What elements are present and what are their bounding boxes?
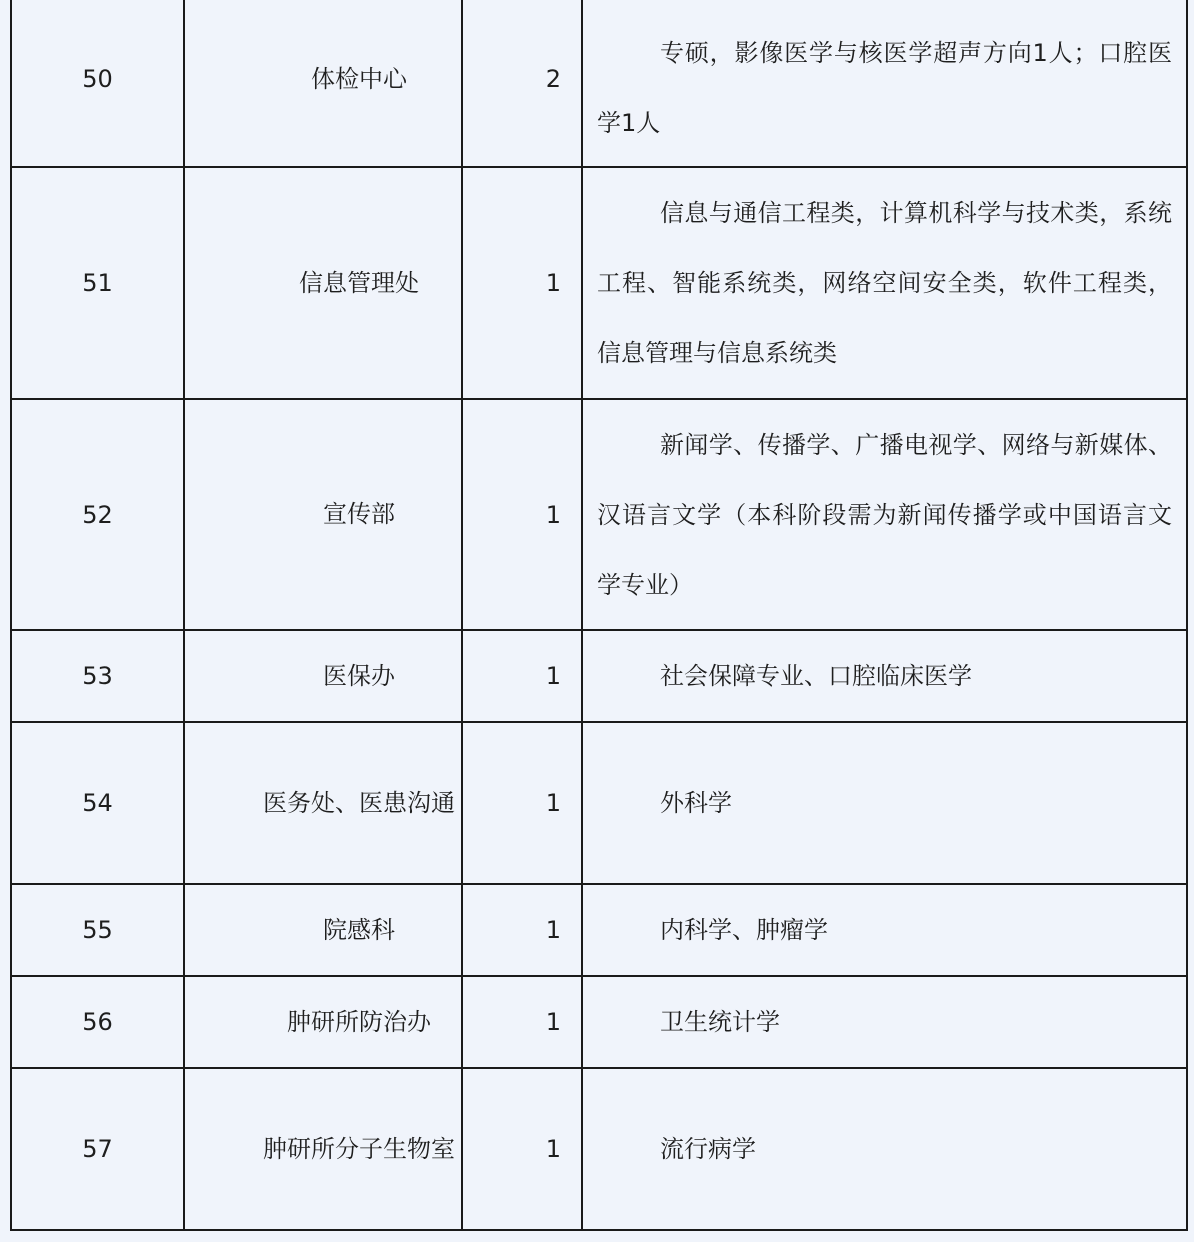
requirement-cell [582, 399, 1187, 630]
table-row [11, 884, 1187, 976]
row-number: 55 [11, 884, 184, 976]
department-name: 信息管理处 [299, 268, 419, 297]
department-name: 宣传部 [323, 500, 395, 528]
major-requirement: 专硕，影像医学与核医学超声方向1人；口腔医学1人 [597, 39, 1172, 137]
position-count: 1 [462, 722, 582, 884]
department-name: 院感科 [323, 915, 395, 944]
row-number: 57 [11, 1068, 184, 1230]
positions-table [10, 0, 1188, 1231]
position-count: 1 [462, 976, 582, 1068]
position-count: 1 [462, 630, 582, 722]
table-row [11, 167, 1187, 399]
requirement-cell [582, 630, 1187, 722]
department-cell [184, 399, 462, 630]
major-requirement: 卫生统计学 [660, 1008, 780, 1036]
requirement-cell [582, 1068, 1187, 1230]
major-requirement: 内科学、肿瘤学 [660, 916, 828, 944]
table-row [11, 0, 1187, 167]
department-name: 医保办 [323, 661, 395, 690]
position-count: 2 [462, 0, 582, 167]
department-cell [184, 722, 462, 884]
requirement-cell [582, 884, 1187, 976]
position-count: 1 [462, 399, 582, 630]
department-cell [184, 976, 462, 1068]
department-name: 肿研所分子生物室 [263, 1134, 455, 1163]
major-requirement: 流行病学 [660, 1135, 756, 1163]
major-requirement: 外科学 [660, 789, 732, 817]
table-row [11, 976, 1187, 1068]
department-cell [184, 884, 462, 976]
major-requirement: 新闻学、传播学、广播电视学、网络与新媒体、汉语言文学（本科阶段需为新闻传播学或中国语言文学专业） [597, 430, 1172, 599]
table-row [11, 722, 1187, 884]
position-count: 1 [462, 167, 582, 399]
row-number: 56 [11, 976, 184, 1068]
department-cell [184, 630, 462, 722]
requirement-cell [582, 167, 1187, 399]
requirement-cell [582, 722, 1187, 884]
major-requirement: 社会保障专业、口腔临床医学 [660, 662, 972, 690]
department-name: 肿研所防治办 [287, 1007, 431, 1036]
requirement-cell [582, 0, 1187, 167]
table-row [11, 399, 1187, 630]
department-cell [184, 167, 462, 399]
table-row [11, 1068, 1187, 1230]
department-name: 医务处、医患沟通 [263, 788, 455, 817]
row-number: 54 [11, 722, 184, 884]
row-number: 52 [11, 399, 184, 630]
position-count: 1 [462, 1068, 582, 1230]
department-cell [184, 1068, 462, 1230]
requirement-cell [582, 976, 1187, 1068]
department-cell [184, 0, 462, 167]
row-number: 53 [11, 630, 184, 722]
table-row [11, 630, 1187, 722]
department-name: 体检中心 [311, 64, 407, 93]
position-count: 1 [462, 884, 582, 976]
major-requirement: 信息与通信工程类，计算机科学与技术类，系统工程、智能系统类，网络空间安全类，软件工程类，信息管理与信息系统类 [597, 199, 1172, 367]
row-number: 50 [11, 0, 184, 167]
row-number: 51 [11, 167, 184, 399]
